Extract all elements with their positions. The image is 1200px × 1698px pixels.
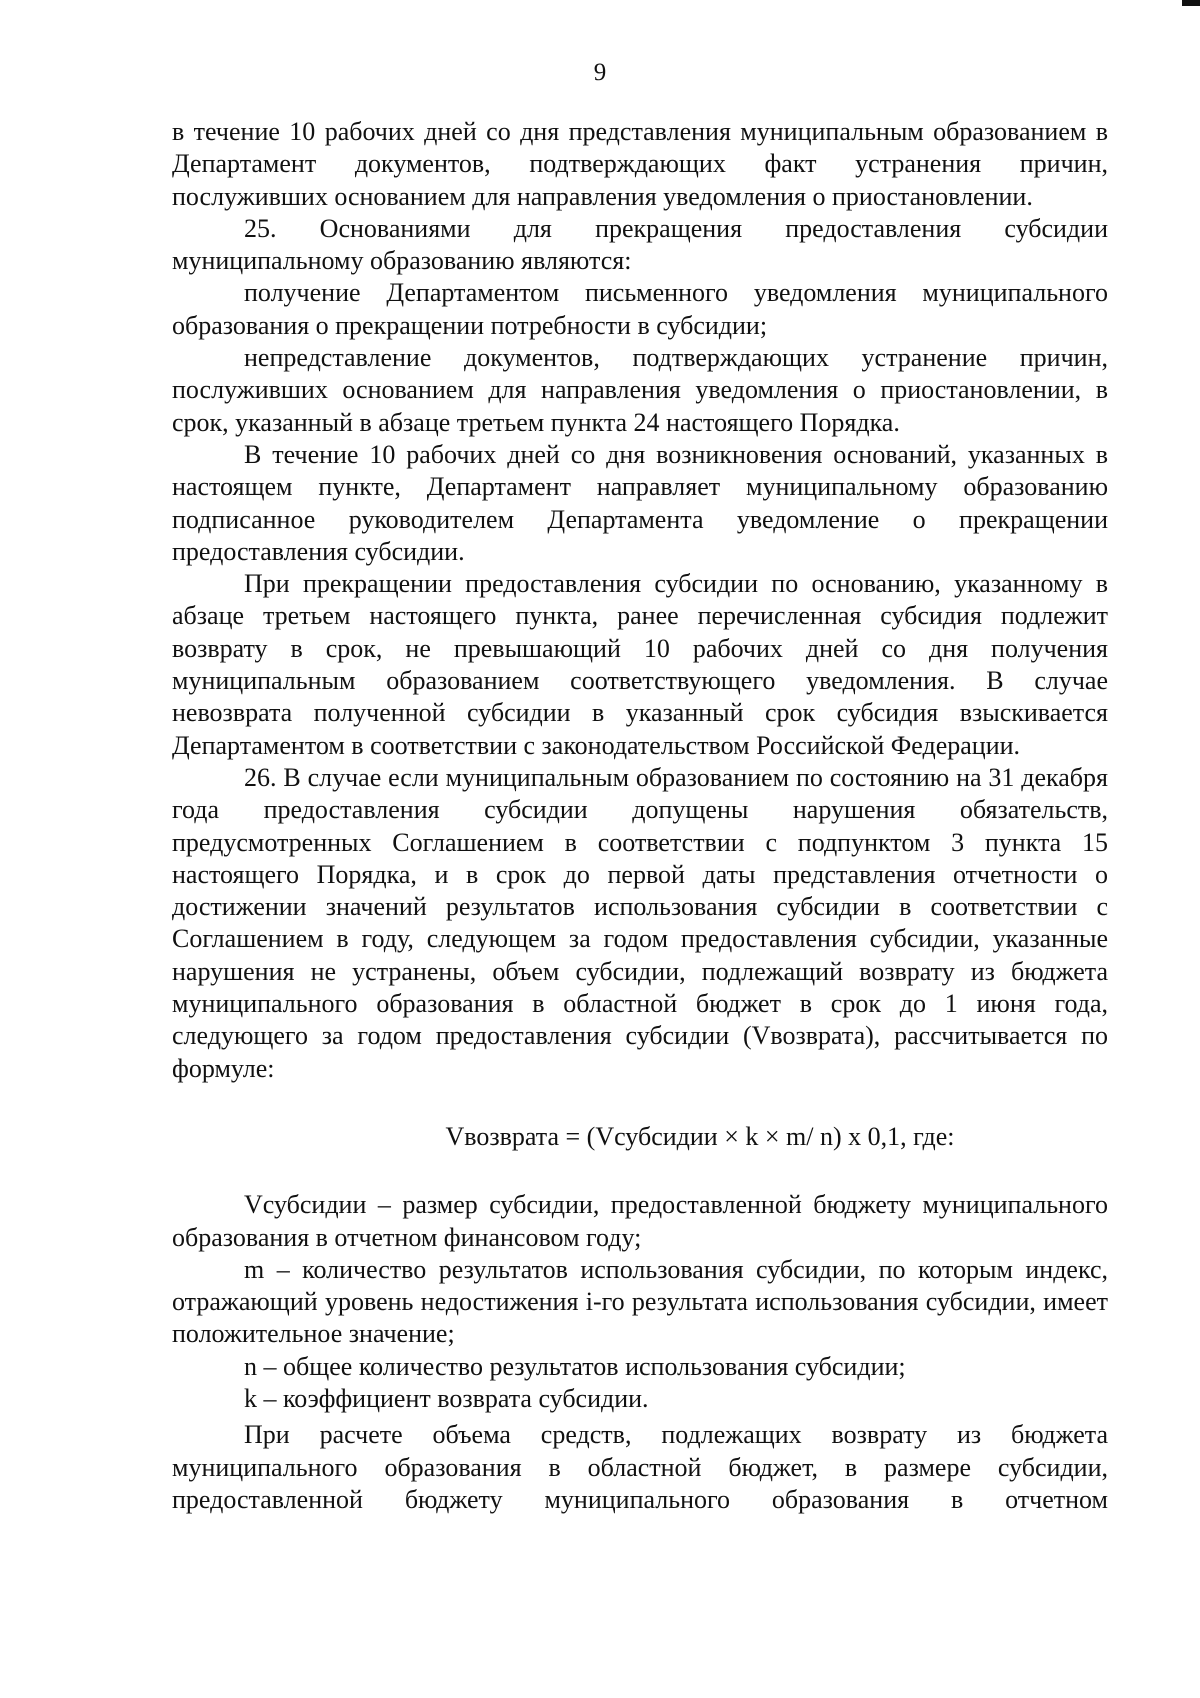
paragraph-closing: При расчете объема средств, подлежащих возврату из бюджета муниципального образования в областной бюджет, в размере субсидии, предоставленной бюджету муниципального образования в отчетном — [172, 1420, 1108, 1514]
paragraph-ground-documents: непредставление документов, подтверждающих устранение причин, послуживших основанием для направления уведомления о приостановлении, в срок, указанный в абзаце третьем пункта 24 настоящего Порядка. — [172, 343, 1108, 437]
definition-m: m – количество результатов использования субсидии, по которым индекс, отражающий уровень недостижения i-го результата использования субсидии, имеет положительное значение; — [172, 1254, 1108, 1349]
paragraph-item-25: 25. Основаниями для прекращения предоставления субсидии муниципальному образованию являются: — [172, 213, 1108, 276]
refund-formula: Vвозврата = (Vсубсидии × k × m/ n) x 0,1, где: — [445, 1121, 955, 1151]
paragraph-refund: При прекращении предоставления субсидии по основанию, указанному в абзаце третьем настоящего пункта, ранее перечисленная субсидия подлежит возврату в срок, не превышающий 10 рабочих дней со дня получения муниципальным образованием соответствующего уведомления. В случае невозврата полученной субсидии в указанный срок субсидия взыскивается Департаментом в соответствии с законодательством Российской Федерации. — [172, 569, 1108, 760]
definition-v-subsidy: Vсубсидии – размер субсидии, предоставленной бюджету муниципального образования в отчетном финансовом году; — [172, 1190, 1108, 1252]
paragraph-ground-notice: получение Департаментом письменного уведомления муниципального образования о прекращении потребности в субсидии; — [172, 278, 1108, 340]
scan-corner-mark — [1182, 0, 1200, 6]
document-body — [172, 116, 1108, 1516]
definition-n: n – общее количество результатов использования субсидии; — [244, 1351, 906, 1381]
paragraph-continuation: в течение 10 рабочих дней со дня представления муниципальным образованием в Департамент документов, подтверждающих факт устранения причин, послуживших основанием для направления уведомления о приостановлении. — [172, 117, 1108, 211]
definition-k: k – коэффициент возврата субсидии. — [244, 1383, 649, 1413]
paragraph-termination-notice: В течение 10 рабочих дней со дня возникновения оснований, указанных в настоящем пункте, Департамент направляет муниципальному образованию подписанное руководителем Департамента уведомление о прекращении предоставления субсидии. — [172, 439, 1108, 566]
page-number: 9 — [593, 59, 607, 86]
paragraph-item-26: 26. В случае если муниципальным образованием по состоянию на 31 декабря года предоставления субсидии допущены нарушения обязательств, предусмотренных Соглашением в соответствии с подпунктом 3 пункта 15 настоящего Порядка, и в срок до первой даты представления отчетности о достижении значений результатов использования субсидии в соответствии с Соглашением в году, следующем за годом предоставления субсидии, указанные нарушения не устранены, объем субсидии, подлежащий возврату из бюджета муниципального образования в областной бюджет в срок до 1 июня года, следующего за годом предоставления субсидии (Vвозврата), рассчитывается по формуле: — [172, 762, 1108, 1083]
